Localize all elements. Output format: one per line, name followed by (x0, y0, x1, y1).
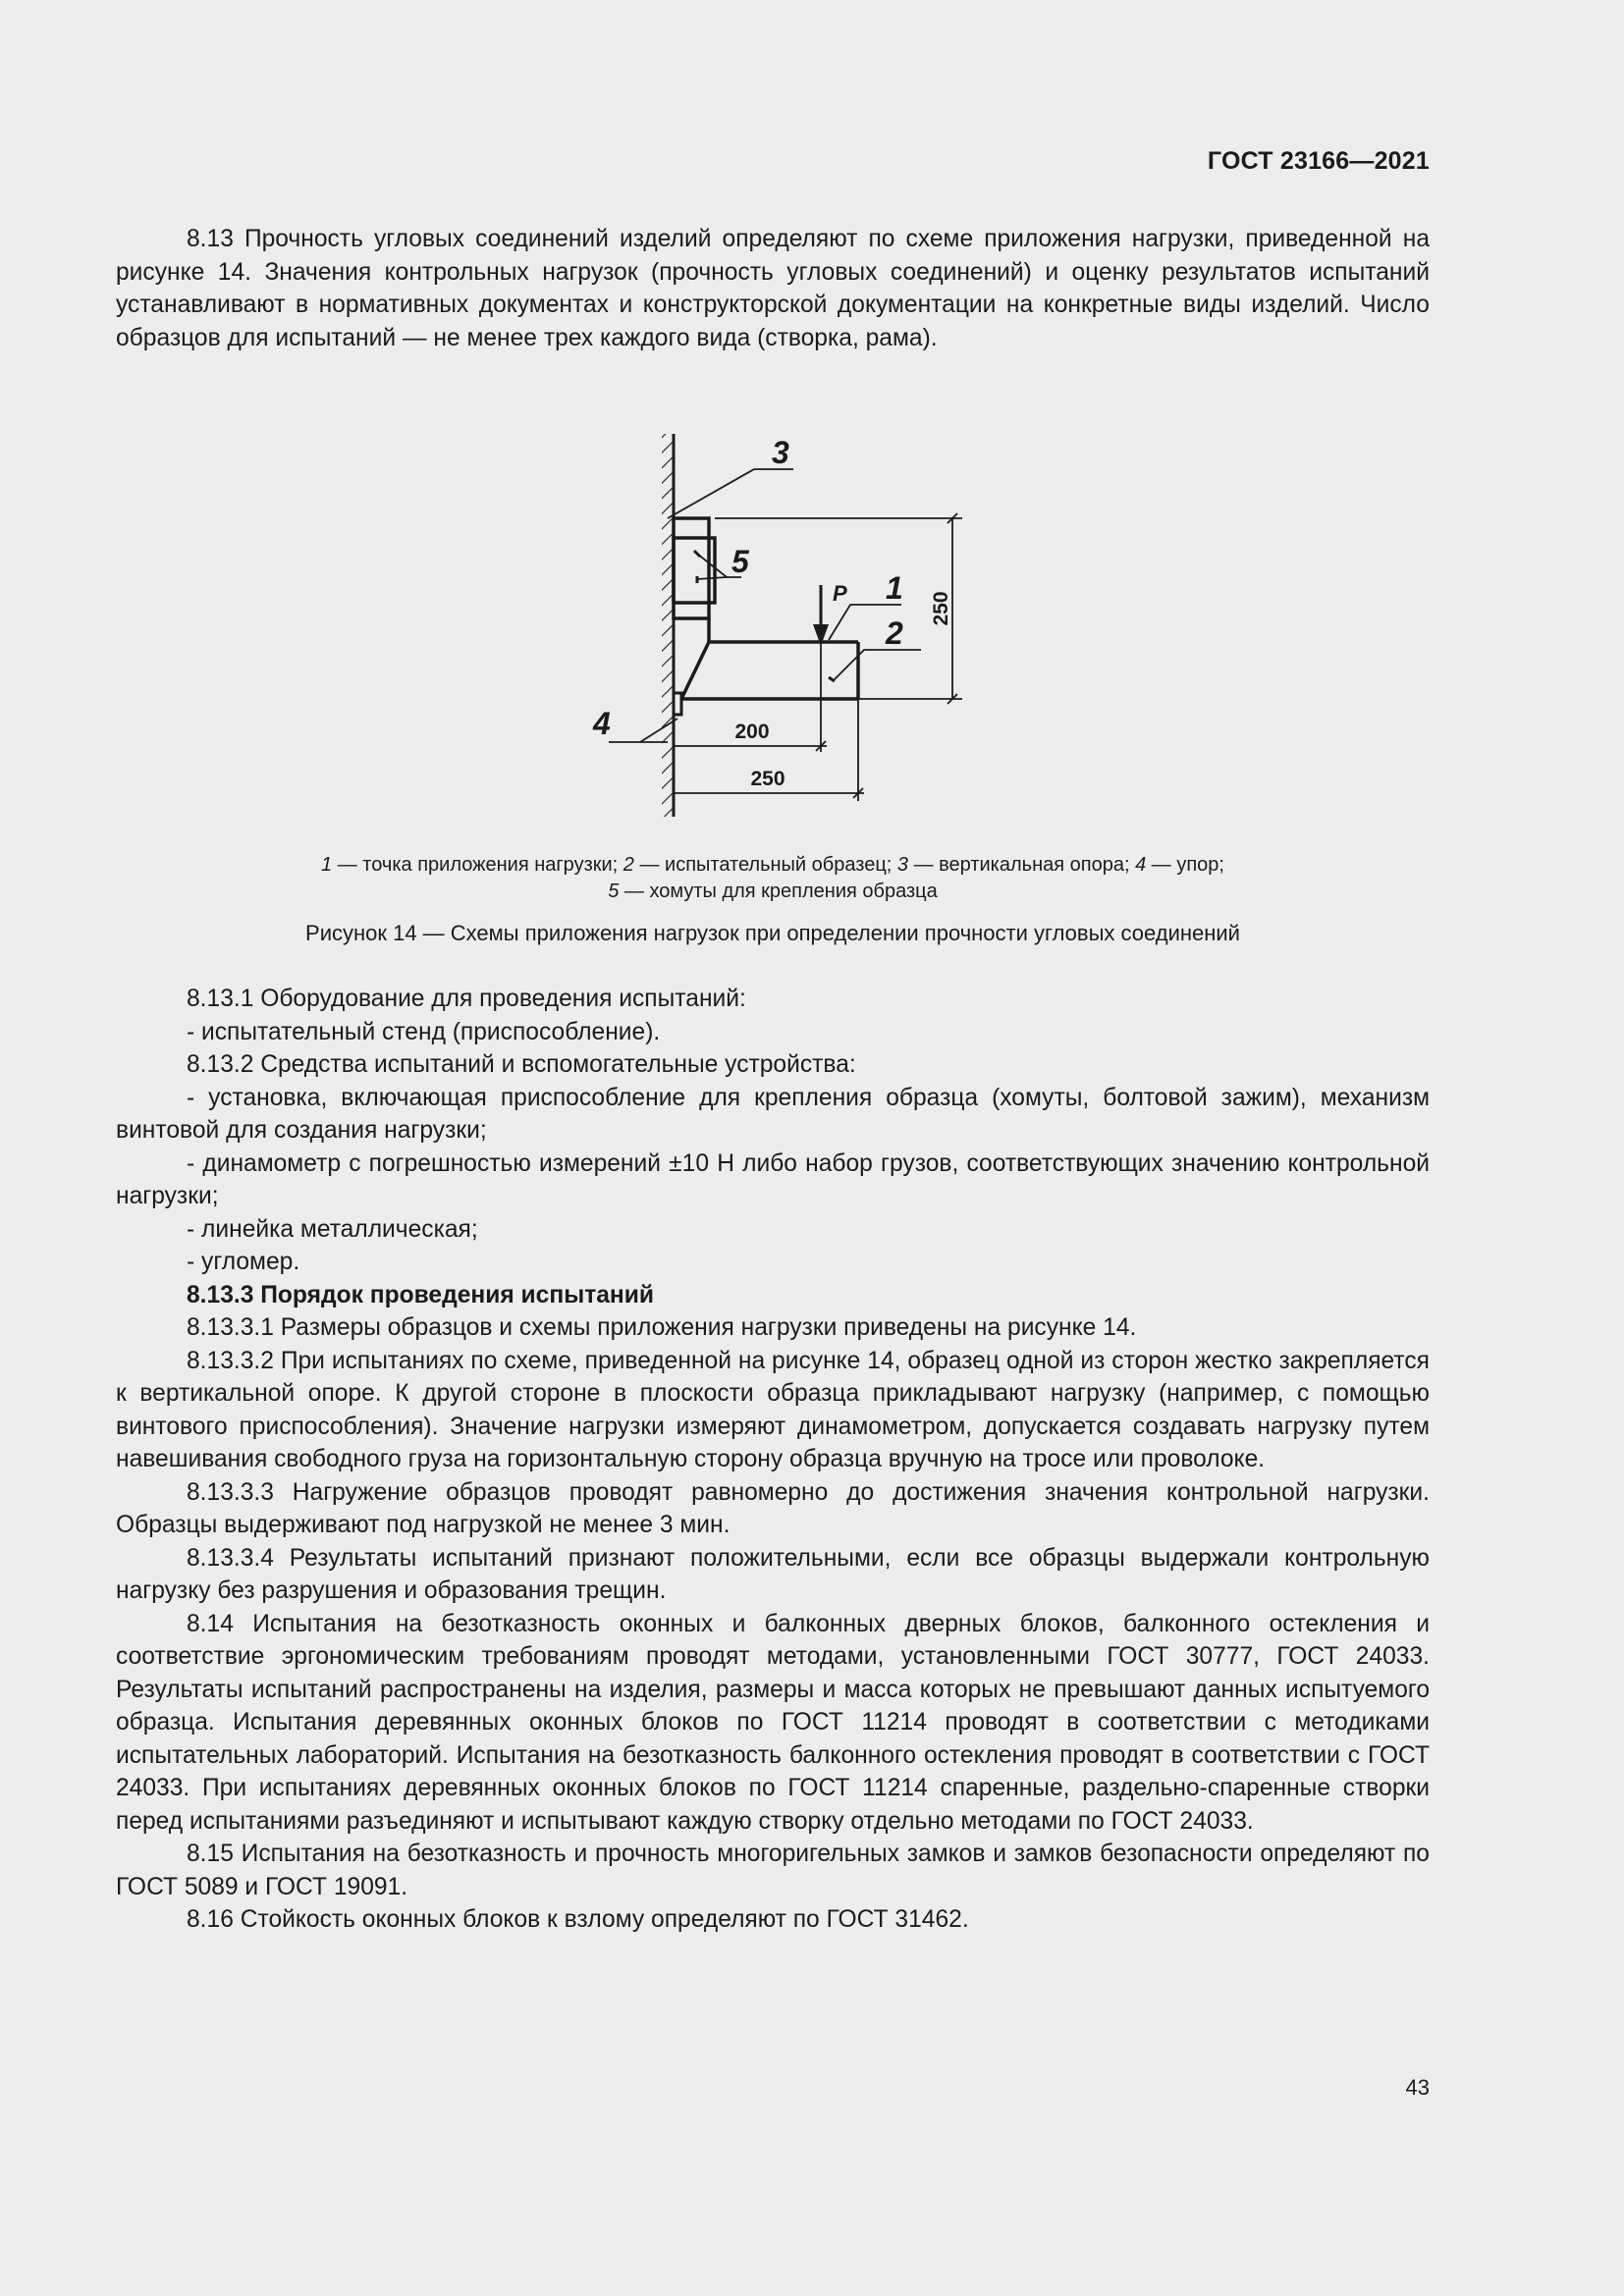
paragraph-8-15: 8.15 Испытания на безотказность и прочность многоригельных замков и замков безопасности определяют по ГОСТ 5089 и ГОСТ 19091. (116, 1841, 1430, 1900)
dimension-lines (674, 513, 962, 801)
figure-label-5: 5 (731, 544, 749, 579)
figure-label-p: P (833, 581, 847, 606)
legend-key-2: 2 (623, 854, 634, 876)
vertical-support (662, 434, 674, 817)
figure-14-drawing (569, 422, 1021, 825)
document-header: ГОСТ 23166—2021 (1207, 147, 1430, 175)
list-item: - линейка металлическая; (187, 1215, 478, 1243)
legend-text-2: — испытательный образец; (633, 854, 897, 876)
paragraph-8-14: 8.14 Испытания на безотказность оконных и балконных дверных блоков, балконного остекления и соответствие эргономическим требованиям проводят методами, установленными ГОСТ 30777, ГОСТ 24033. Результаты испытаний распространены на изделия, размеры и масса которых не превышают данных испытуемого образца. Испытания деревянных оконных блоков по ГОСТ 11214 проводят в соответствии с методиками испытательных лабораторий. Испытания на безотказность балконного остекления проводят в соответствии с ГОСТ 24033. При испытаниях деревянных оконных блоков по ГОСТ 11214 спаренные, раздельно-спаренные створки перед испытаниями разъединяют и испытывают каждую створку отдельно методами по ГОСТ 24033. (116, 1610, 1430, 1835)
load-arrow (813, 585, 829, 646)
stop-block (674, 693, 681, 715)
paragraph-8-13-2: 8.13.2 Средства испытаний и вспомогательные устройства: (187, 1051, 856, 1078)
figure-label-1: 1 (886, 570, 903, 606)
legend-text-4: — упор; (1146, 854, 1224, 876)
dimension-label-height: 250 (930, 591, 952, 626)
legend-key-4: 4 (1135, 854, 1147, 876)
list-item: - испытательный стенд (приспособление). (187, 1018, 661, 1045)
dimension-label-200: 200 (734, 721, 770, 743)
paragraph-8-13-1: 8.13.1 Оборудование для проведения испытаний: (187, 986, 746, 1012)
paragraph-8-13-3-1: 8.13.3.1 Размеры образцов и схемы приложения нагрузки приведены на рисунке 14. (187, 1314, 1137, 1341)
legend-text-3: — вертикальная опора; (908, 854, 1136, 876)
figure-label-2: 2 (886, 615, 903, 651)
figure-legend-line-1 (116, 852, 1430, 879)
figure-legend (116, 852, 1430, 905)
paragraph-8-13-3-3: 8.13.3.3 Нагружение образцов проводят равномерно до достижения значения контрольной нагрузки. Образцы выдерживают под нагрузкой не менее 3 мин. (116, 1478, 1430, 1538)
list-item: - динамометр с погрешностью измерений ±10 Н либо набор грузов, соответствующих значению контрольной нагрузки; (116, 1149, 1430, 1209)
dimension-label-250: 250 (750, 768, 785, 790)
legend-text-5: — хомуты для крепления образца (619, 881, 938, 902)
specimen-horizontal-part (681, 642, 858, 699)
figure-caption: Рисунок 14 — Схемы приложения нагрузок при определении прочности угловых соединений (305, 921, 1240, 945)
paragraph-8-13-3-2: 8.13.3.2 При испытаниях по схеме, приведенной на рисунке 14, образец одной из сторон жестко закрепляется к вертикальной опоре. К другой стороне в плоскости образца прикладывают нагрузку (например, с помощью винтового приспособления). Значение нагрузки измеряют динамометром, допускается создавать нагрузку путем навешивания свободного груза на горизонтальную сторону образца вручную на тросе или проволоке. (116, 1347, 1430, 1472)
leader-lines (609, 469, 921, 742)
figure-legend-line-2 (116, 879, 1430, 905)
figure-label-4: 4 (593, 706, 611, 741)
section-heading-8-13-3: 8.13.3 Порядок проведения испытаний (187, 1281, 655, 1308)
legend-text-1: — точка приложения нагрузки; (332, 854, 623, 876)
specimen-vertical-part (674, 518, 715, 642)
page-number: 43 (1405, 2075, 1430, 2100)
body-section (116, 983, 1430, 1937)
legend-key-1: 1 (321, 854, 333, 876)
list-item: - угломер. (187, 1249, 300, 1275)
paragraph-8-16: 8.16 Стойкость оконных блоков к взлому определяют по ГОСТ 31462. (187, 1906, 969, 1933)
paragraph-8-13: 8.13 Прочность угловых соединений изделий определяют по схеме приложения нагрузки, приведенной на рисунке 14. Значения контрольных нагрузок (прочность угловых соединений) и оценку результатов испытаний устанавливают в нормативных документах и конструкторской документации на конкретные виды изделий. Число образцов для испытаний — не менее трех каждого вида (створка, рама). (116, 226, 1430, 351)
figure-14 (569, 422, 1021, 825)
legend-key-5: 5 (608, 881, 620, 902)
list-item: - установка, включающая приспособление для крепления образца (хомуты, болтовой зажим), механизм винтовой для создания нагрузки; (116, 1084, 1430, 1144)
legend-key-3: 3 (896, 854, 909, 876)
intro-section (116, 223, 1430, 354)
paragraph-8-13-3-4: 8.13.3.4 Результаты испытаний признают положительными, если все образцы выдержали контрольную нагрузку без разрушения и образования трещин. (116, 1544, 1430, 1604)
figure-label-3: 3 (772, 435, 789, 470)
